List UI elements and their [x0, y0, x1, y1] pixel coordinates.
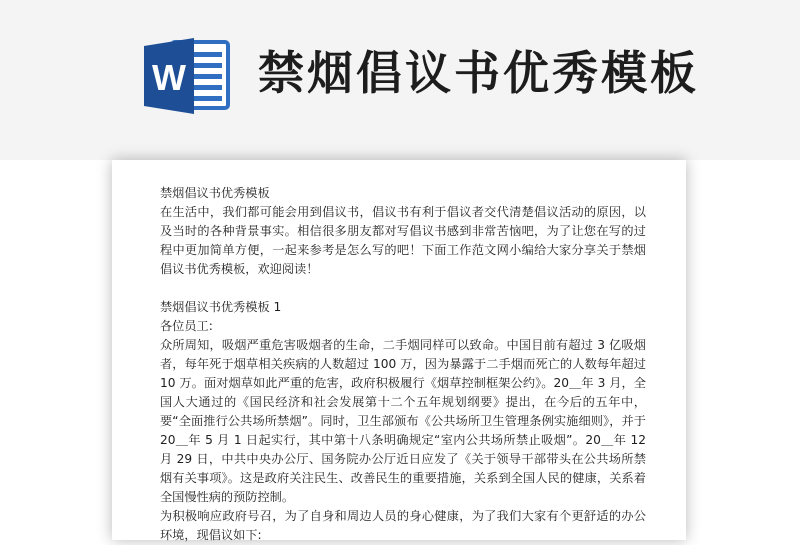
word-document-icon: [142, 36, 234, 116]
document-body: [160, 184, 646, 545]
doc-intro-paragraph: 在生活中，我们都可能会用到倡议书，倡议书有利于倡议者交代清楚倡议活动的原因，以及当时的各种背景事实。相信很多朋友都对写倡议书感到非常苦恼吧，为了让您在写的过程中更加简单方便，一起来参考是怎么写的吧！下面工作范文网小编给大家分享关于禁烟倡议书优秀模板，欢迎阅读！: [160, 205, 646, 276]
doc-heading: 禁烟倡议书优秀模板: [160, 186, 270, 200]
document-page: [112, 160, 686, 540]
banner: [0, 0, 800, 160]
doc-salutation: 各位员工:: [160, 319, 213, 333]
doc-section-title: 禁烟倡议书优秀模板 1: [160, 300, 282, 314]
blank-line: [160, 279, 646, 298]
doc-body-paragraph: 众所周知，吸烟严重危害吸烟者的生命，二手烟同样可以致命。中国目前有超过 3 亿吸烟者，每年死于烟草相关疾病的人数超过 100 万，因为暴露于二手烟而死亡的人数每年超过10 万。面对烟草如此严重的危害，政府积极履行《烟草控制框架公约》。20＿年 3 月，全国人大通过的《国民经济和社会发展第十二个五年规划纲要》提出，在今后的五年中，要“全面推行公共场所禁烟”。同时，卫生部颁布《公共场所卫生管理条例实施细则》，并于 20＿年 5 月 1 日起实行，其中第十八条明确规定“室内公共场所禁止吸烟”。20＿年 12 月 29 日，中共中央办公厅、国务院办公厅近日应发了《关于领导干部带头在公共场所禁烟有关事项》。这是政府关注民生、改善民生的重要措施，关系到全国人民的健康，关系着全国慢性病的预防控制。: [160, 338, 646, 504]
doc-body-paragraph: 为积极响应政府号召，为了自身和周边人员的身心健康，为了我们大家有个更舒适的办公环境，现倡议如下:: [160, 509, 646, 542]
word-logo-letter: W: [152, 57, 186, 98]
page-title: 禁烟倡议书优秀模板: [258, 46, 699, 100]
